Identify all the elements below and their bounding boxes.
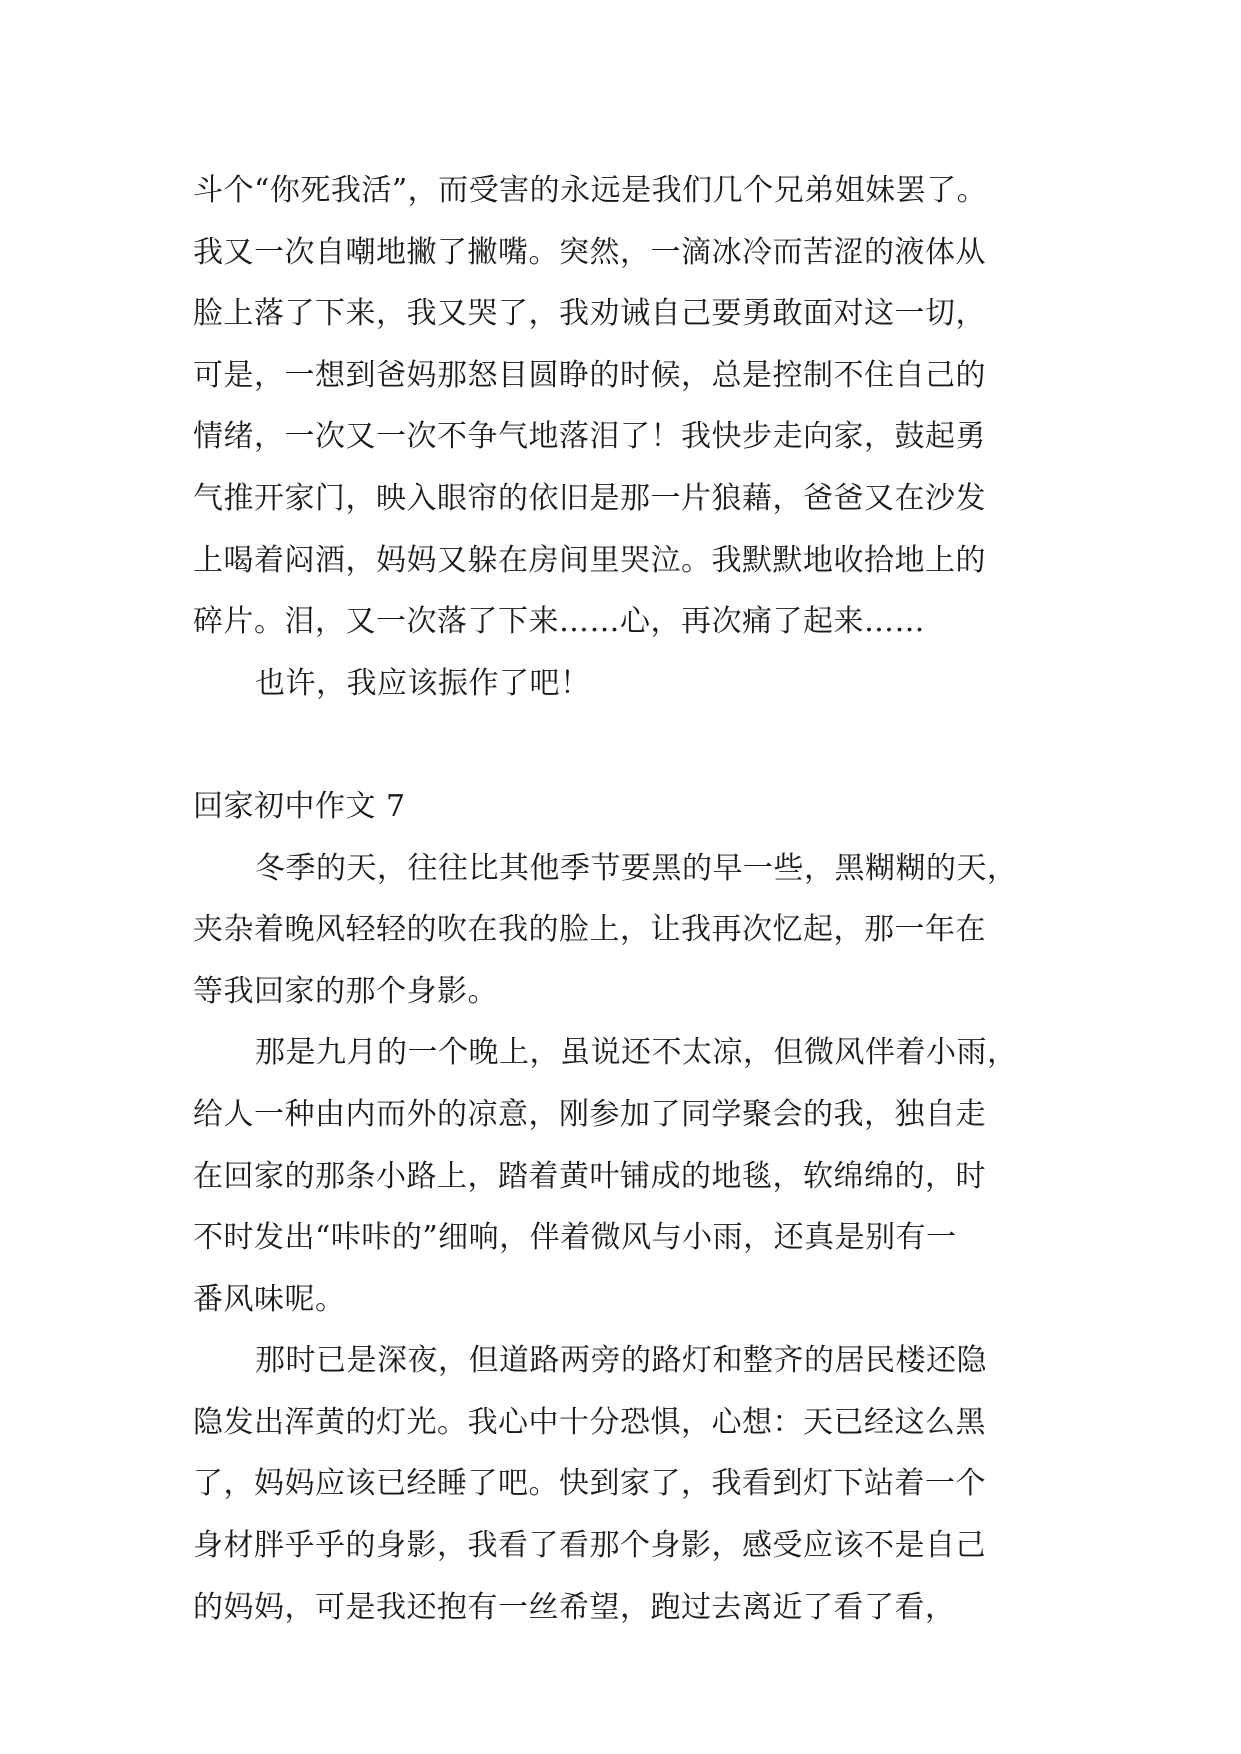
section-gap xyxy=(193,714,1073,776)
text-line: 的妈妈，可是我还抱有一丝希望，跑过去离近了看了看， xyxy=(193,1589,956,1625)
paragraph xyxy=(193,1022,1073,1330)
essay-title xyxy=(193,776,1073,838)
text-line: 斗个“你死我活”，而受害的永远是我们几个兄弟姐妹罢了。 xyxy=(193,173,988,208)
paragraph-closing xyxy=(193,653,1073,715)
text-line: 情绪，一次又一次不争气地落泪了！我快步走向家，鼓起勇 xyxy=(193,419,986,455)
text-line: 在回家的那条小路上，踏着黄叶铺成的地毯，软绵绵的，时 xyxy=(193,1158,986,1194)
essay-title-text: 回家初中作文 7 xyxy=(193,788,406,824)
paragraph-continued xyxy=(193,160,1073,653)
text-line: 等我回家的那个身影。 xyxy=(193,973,498,1009)
text-line: 给人一种由内而外的凉意，刚参加了同学聚会的我，独自走 xyxy=(193,1096,986,1132)
text-line: 也许，我应该振作了吧！ xyxy=(255,665,591,701)
text-line: 可是，一想到爸妈那怒目圆睁的时候，总是控制不住自己的 xyxy=(193,357,986,393)
paragraph xyxy=(193,838,1073,1023)
text-line: 不时发出“咔咔的”细响，伴着微风与小雨，还真是别有一 xyxy=(193,1220,957,1256)
text-line: 碎片。泪，又一次落了下来……心，再次痛了起来…… xyxy=(193,604,925,640)
text-line: 身材胖乎乎的身影，我看了看那个身影，感受应该不是自己 xyxy=(193,1528,986,1564)
text-line: 脸上落了下来，我又哭了，我劝诫自己要勇敢面对这一切， xyxy=(193,296,986,332)
text-line: 气推开家门，映入眼帘的依旧是那一片狼藉，爸爸又在沙发 xyxy=(193,480,986,516)
text-line: 番风味呢。 xyxy=(193,1281,346,1317)
document-body xyxy=(193,160,1073,1638)
text-line: 隐发出浑黄的灯光。我心中十分恐惧，心想：天已经这么黑 xyxy=(193,1404,986,1440)
text-line: 冬季的天，往往比其他季节要黑的早一些，黑糊糊的天， xyxy=(255,850,1018,886)
text-line: 上喝着闷酒，妈妈又躲在房间里哭泣。我默默地收拾地上的 xyxy=(193,542,986,578)
text-line: 夹杂着晚风轻轻的吹在我的脸上，让我再次忆起，那一年在 xyxy=(193,912,986,948)
text-line: 了，妈妈应该已经睡了吧。快到家了，我看到灯下站着一个 xyxy=(193,1466,986,1502)
text-line: 那是九月的一个晚上，虽说还不太凉，但微风伴着小雨， xyxy=(255,1035,1018,1071)
text-line: 那时已是深夜，但道路两旁的路灯和整齐的居民楼还隐 xyxy=(255,1343,987,1379)
text-line: 我又一次自嘲地撇了撇嘴。突然，一滴冰冷而苦涩的液体从 xyxy=(193,234,986,270)
paragraph xyxy=(193,1330,1073,1638)
